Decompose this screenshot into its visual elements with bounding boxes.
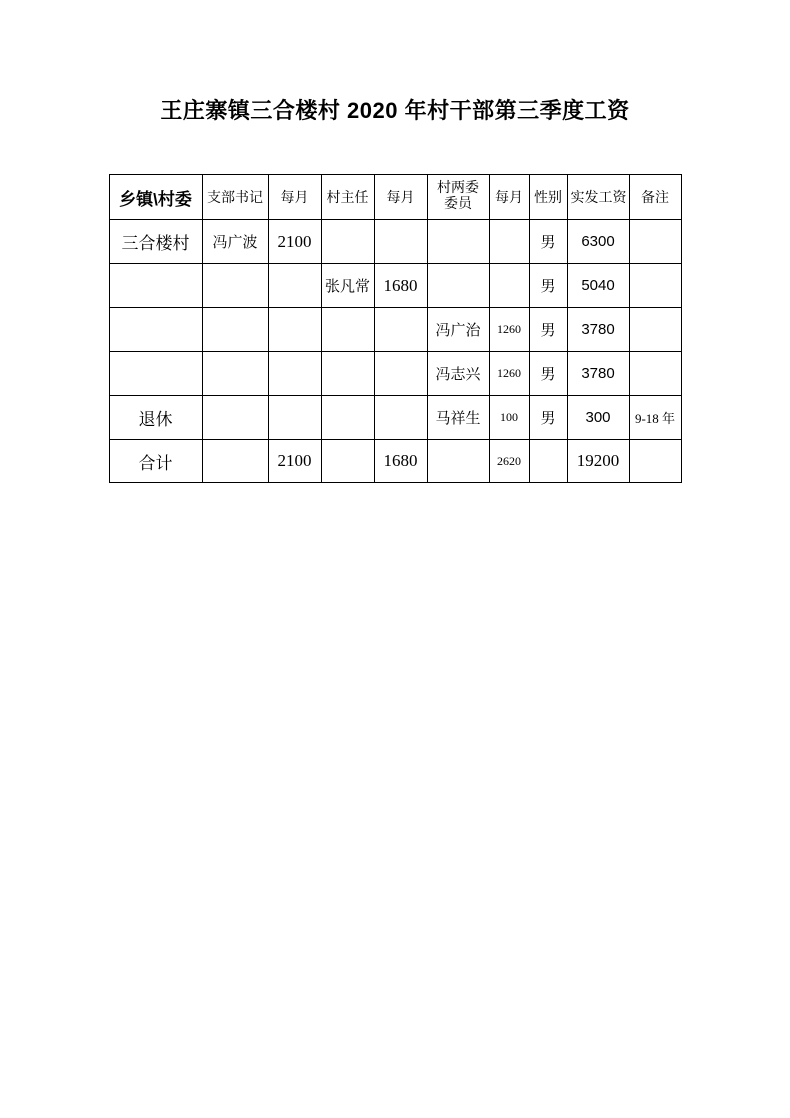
header-committee-member: 村两委委员 (427, 175, 489, 220)
header-remarks: 备注 (629, 175, 681, 220)
cell-total-label: 合计 (109, 440, 202, 483)
cell-monthly-2 (374, 308, 427, 352)
cell-gender: 男 (529, 220, 567, 264)
cell-monthly-2 (374, 220, 427, 264)
cell-village-head (321, 308, 374, 352)
table-header-row (109, 175, 681, 220)
salary-table (109, 174, 682, 483)
table-row (109, 220, 681, 264)
cell-committee-member (427, 264, 489, 308)
cell-monthly-1 (268, 352, 321, 396)
cell-remarks: 9-18 年 (629, 396, 681, 440)
cell-remarks (629, 220, 681, 264)
cell-total-gender (529, 440, 567, 483)
cell-committee-member: 马祥生 (427, 396, 489, 440)
cell-village-head (321, 220, 374, 264)
cell-monthly-3: 100 (489, 396, 529, 440)
cell-party-secretary (202, 264, 268, 308)
cell-gender: 男 (529, 396, 567, 440)
cell-monthly-2 (374, 396, 427, 440)
cell-actual-salary: 6300 (567, 220, 629, 264)
cell-total-remarks (629, 440, 681, 483)
cell-remarks (629, 308, 681, 352)
table-row (109, 352, 681, 396)
cell-village-head (321, 396, 374, 440)
page-title: 王庄寨镇三合楼村 2020 年村干部第三季度工资 (160, 98, 630, 123)
cell-monthly-1 (268, 264, 321, 308)
cell-village-head: 张凡常 (321, 264, 374, 308)
cell-total-party-secretary (202, 440, 268, 483)
cell-monthly-3 (489, 220, 529, 264)
cell-gender: 男 (529, 352, 567, 396)
cell-remarks (629, 352, 681, 396)
cell-gender: 男 (529, 264, 567, 308)
cell-gender: 男 (529, 308, 567, 352)
cell-committee-member: 冯志兴 (427, 352, 489, 396)
table-row (109, 396, 681, 440)
cell-monthly-1 (268, 308, 321, 352)
header-party-secretary: 支部书记 (202, 175, 268, 220)
cell-village (109, 352, 202, 396)
cell-monthly-2: 1680 (374, 264, 427, 308)
cell-village: 退休 (109, 396, 202, 440)
cell-total-actual-salary: 19200 (567, 440, 629, 483)
table-row (109, 264, 681, 308)
cell-monthly-3 (489, 264, 529, 308)
cell-actual-salary: 5040 (567, 264, 629, 308)
cell-village (109, 308, 202, 352)
cell-village: 三合楼村 (109, 220, 202, 264)
cell-party-secretary (202, 352, 268, 396)
cell-monthly-3: 1260 (489, 308, 529, 352)
cell-party-secretary (202, 308, 268, 352)
header-monthly-3: 每月 (489, 175, 529, 220)
cell-actual-salary: 3780 (567, 352, 629, 396)
cell-total-monthly-1: 2100 (268, 440, 321, 483)
header-actual-salary: 实发工资 (567, 175, 629, 220)
cell-monthly-2 (374, 352, 427, 396)
cell-total-monthly-2: 1680 (374, 440, 427, 483)
cell-actual-salary: 300 (567, 396, 629, 440)
cell-total-committee-member (427, 440, 489, 483)
header-monthly-1: 每月 (268, 175, 321, 220)
cell-total-monthly-3: 2620 (489, 440, 529, 483)
header-village-head: 村主任 (321, 175, 374, 220)
cell-village (109, 264, 202, 308)
cell-party-secretary (202, 396, 268, 440)
cell-monthly-1: 2100 (268, 220, 321, 264)
cell-total-village-head (321, 440, 374, 483)
cell-committee-member (427, 220, 489, 264)
salary-table-container (0, 174, 790, 483)
cell-monthly-3: 1260 (489, 352, 529, 396)
header-monthly-2: 每月 (374, 175, 427, 220)
cell-actual-salary: 3780 (567, 308, 629, 352)
table-row (109, 308, 681, 352)
cell-remarks (629, 264, 681, 308)
cell-monthly-1 (268, 396, 321, 440)
cell-party-secretary: 冯广波 (202, 220, 268, 264)
cell-committee-member: 冯广治 (427, 308, 489, 352)
header-village: 乡镇\村委 (109, 175, 202, 220)
table-total-row (109, 440, 681, 483)
cell-village-head (321, 352, 374, 396)
header-gender: 性别 (529, 175, 567, 220)
